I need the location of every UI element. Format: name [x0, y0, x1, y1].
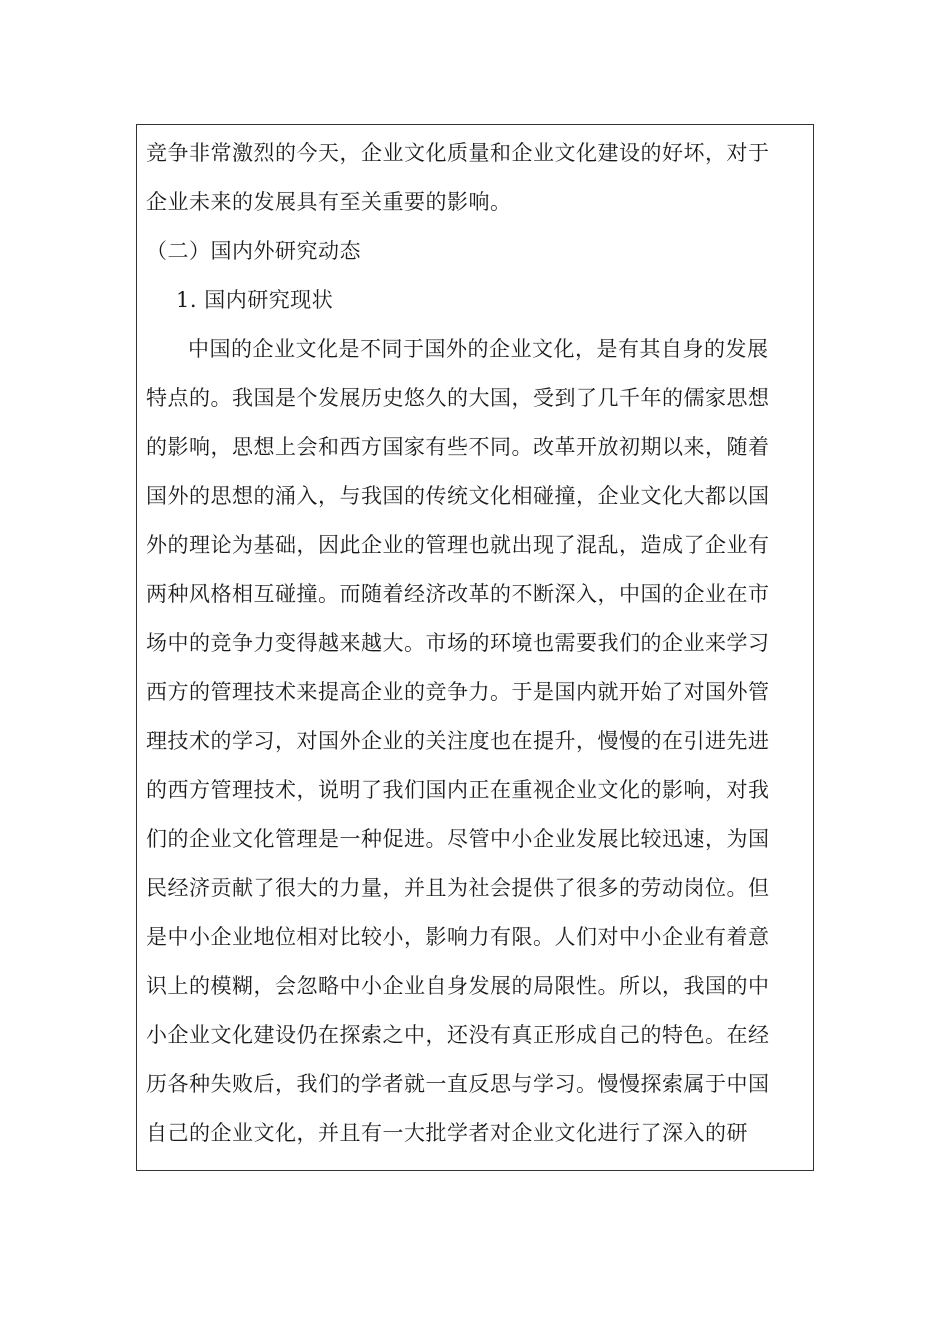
- paragraph-line: 是中小企业地位相对比较小，影响力有限。人们对中小企业有着意: [146, 925, 770, 949]
- paragraph-line: 理技术的学习，对国外企业的关注度也在提升，慢慢的在引进先进: [146, 729, 770, 753]
- paragraph-line: 们的企业文化管理是一种促进。尽管中小企业发展比较迅速，为国: [146, 827, 770, 851]
- paragraph-line: 中国的企业文化是不同于国外的企业文化，是有其自身的发展: [188, 337, 769, 361]
- paragraph-line: 自己的企业文化，并且有一大批学者对企业文化进行了深入的研: [146, 1121, 748, 1145]
- paragraph-line: 历各种失败后，我们的学者就一直反思与学习。慢慢探索属于中国: [146, 1072, 770, 1096]
- paragraph-line: 场中的竞争力变得越来越大。市场的环境也需要我们的企业来学习: [146, 631, 770, 655]
- section-heading: （二）国内外研究动态: [146, 239, 361, 263]
- paragraph-line: 特点的。我国是个发展历史悠久的大国，受到了几千年的儒家思想: [146, 386, 770, 410]
- paragraph-line: 外的理论为基础，因此企业的管理也就出现了混乱，造成了企业有: [146, 533, 770, 557]
- paragraph-line: 竞争非常激烈的今天，企业文化质量和企业文化建设的好坏，对于: [146, 141, 770, 165]
- paragraph-line: 民经济贡献了很大的力量，并且为社会提供了很多的劳动岗位。但: [146, 876, 770, 900]
- paragraph-line: 西方的管理技术来提高企业的竞争力。于是国内就开始了对国外管: [146, 680, 770, 704]
- paragraph-line: 的西方管理技术，说明了我们国内正在重视企业文化的影响，对我: [146, 778, 770, 802]
- paragraph-line: 小企业文化建设仍在探索之中，还没有真正形成自己的特色。在经: [146, 1023, 770, 1047]
- paragraph-line: 国外的思想的涌入，与我国的传统文化相碰撞，企业文化大都以国: [146, 484, 770, 508]
- subsection-heading: 1. 国内研究现状: [176, 288, 334, 312]
- paragraph-line: 识上的模糊，会忽略中小企业自身发展的局限性。所以，我国的中: [146, 974, 770, 998]
- paragraph-line: 两种风格相互碰撞。而随着经济改革的不断深入，中国的企业在市: [146, 582, 770, 606]
- paragraph-line: 企业未来的发展具有至关重要的影响。: [146, 190, 512, 214]
- paragraph-line: 的影响，思想上会和西方国家有些不同。改革开放初期以来，随着: [146, 435, 770, 459]
